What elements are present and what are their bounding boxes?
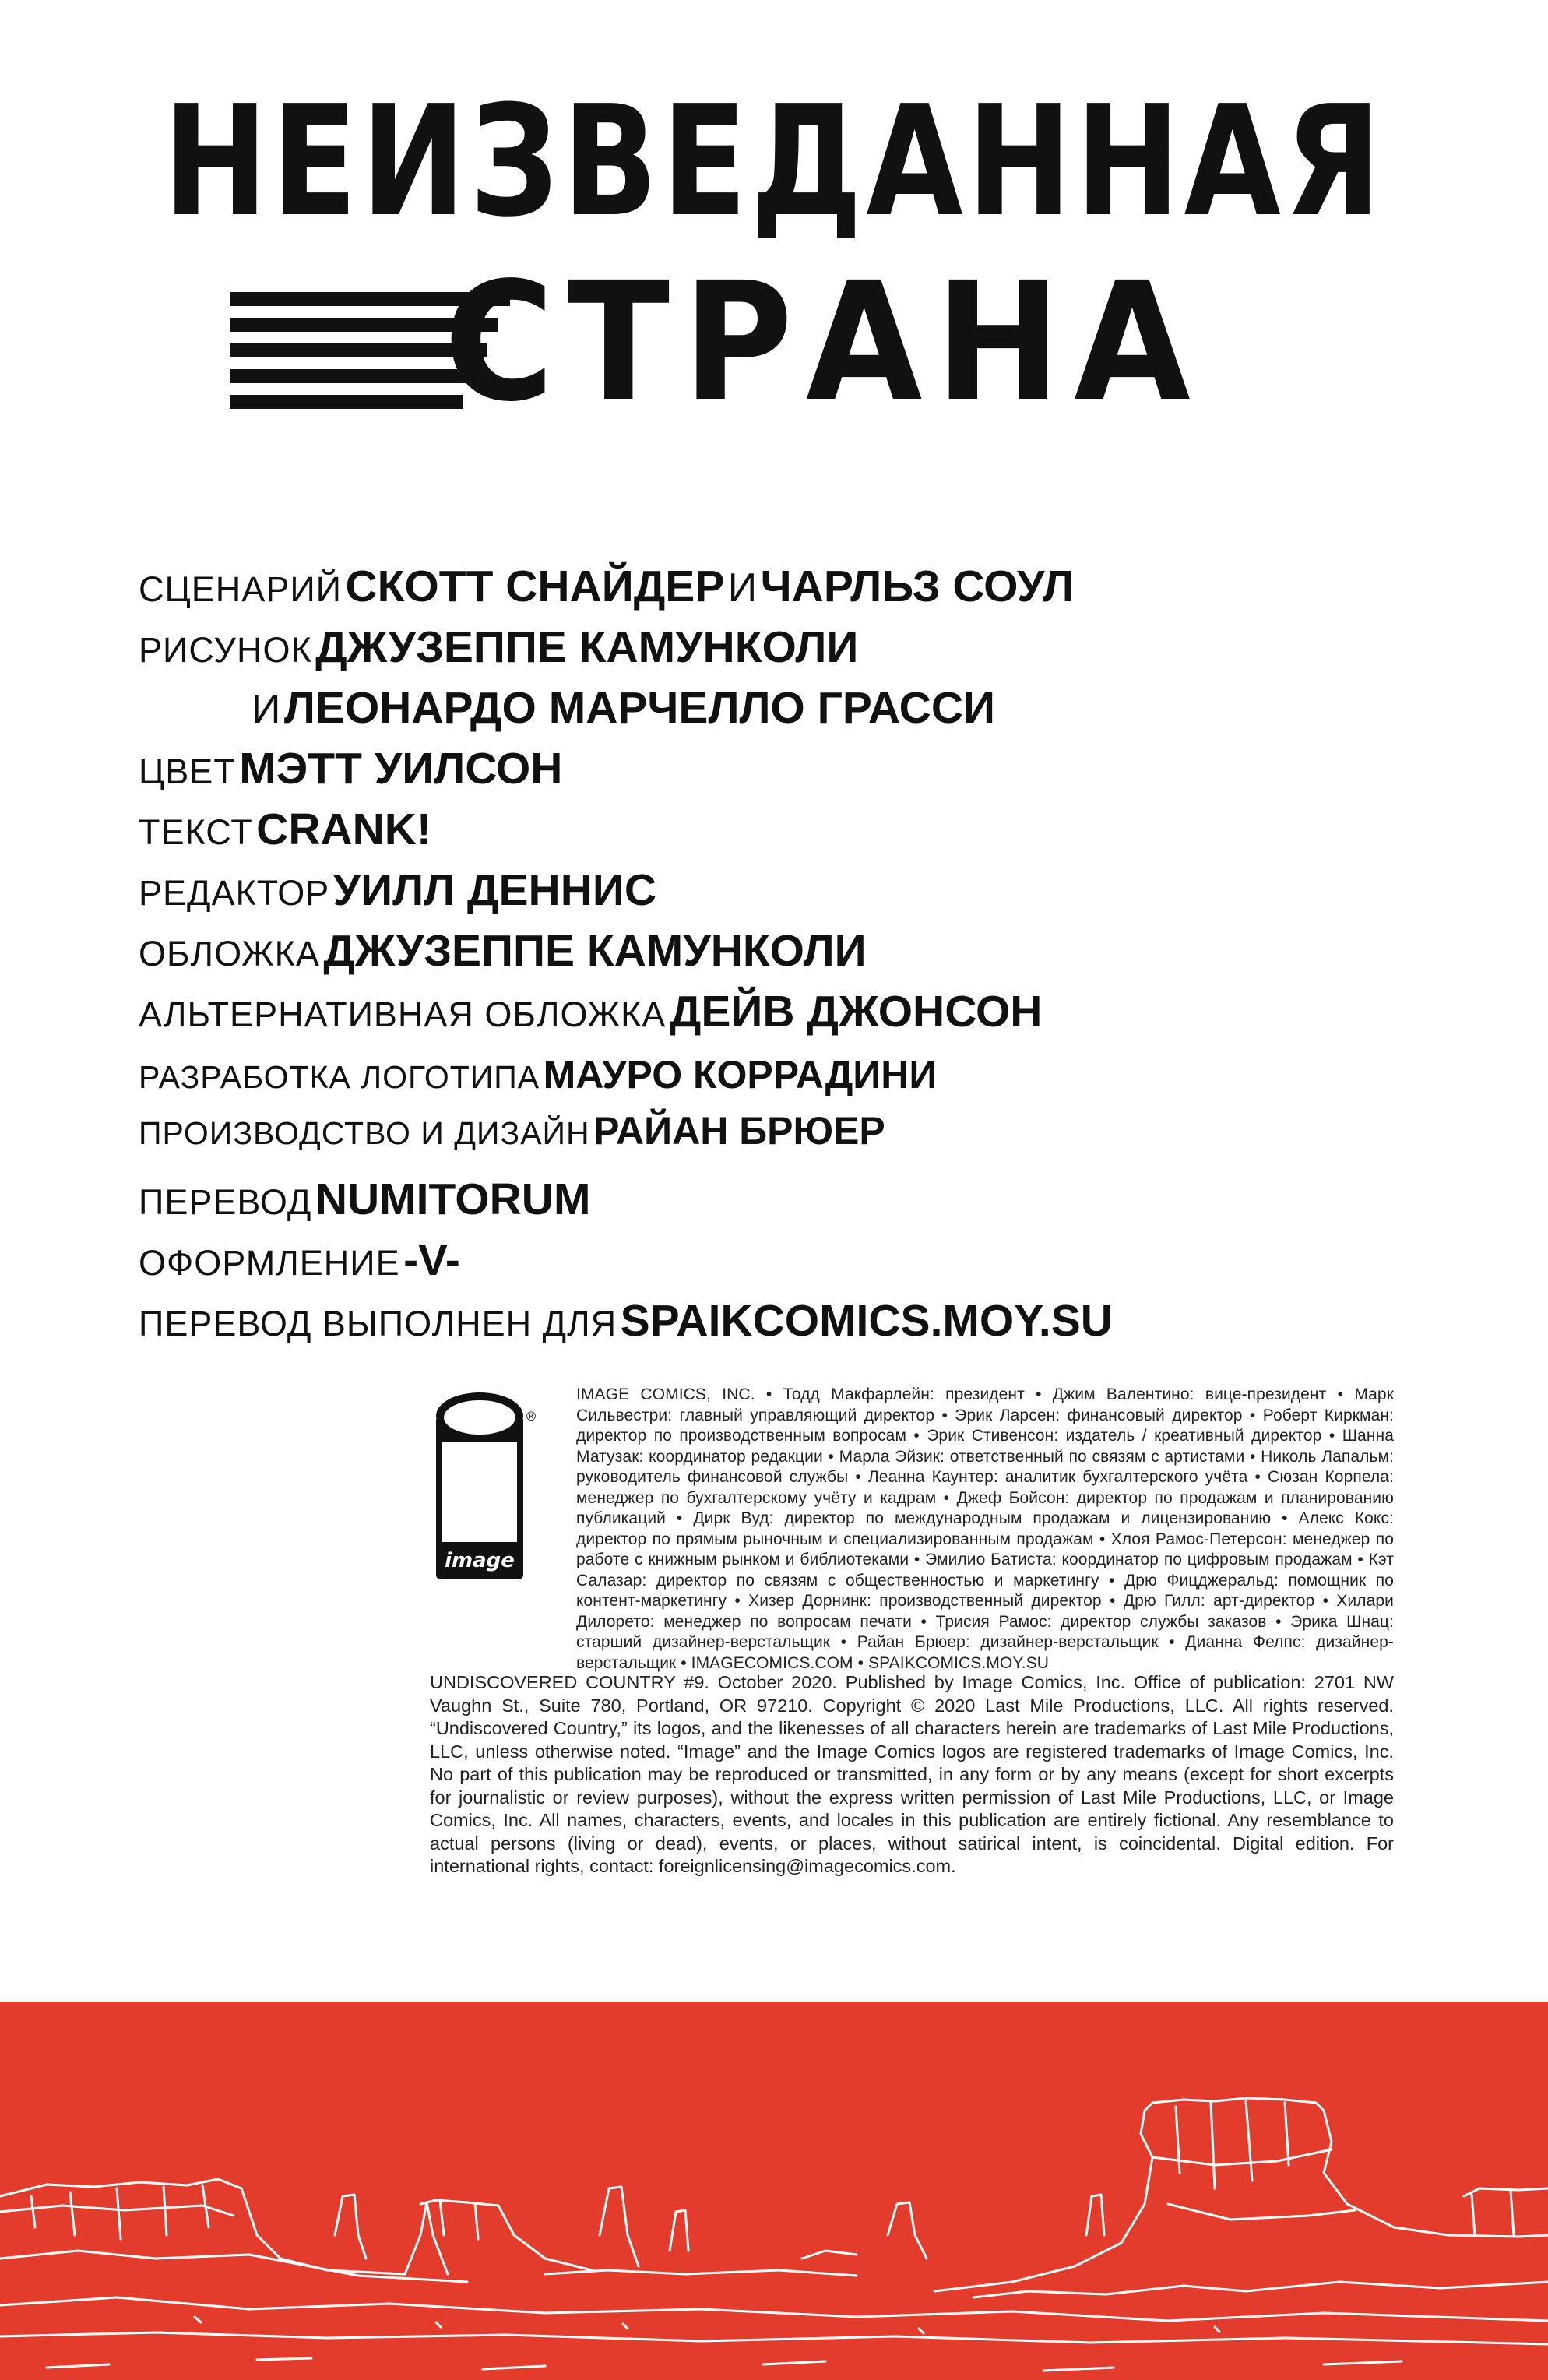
credit-translated-for: ПЕРЕВОД ВЫПОЛНЕН ДЛЯ SPAIKCOMICS.MOY.SU: [139, 1296, 1113, 1346]
title-line-1: НЕИЗВЕДАННАЯ: [163, 73, 1385, 251]
copyright-legal-text: UNDISCOVERED COUNTRY #9. October 2020. Published by Image Comics, Inc. Office of publication: 2701 NW Vaughn St., Suite 780, Portland, OR 97210. Copyright © 2020 Last Mile Productions, LLC. All rights reserved. “Undiscovered Country,” its logos, and the likenesses of all characters herein are trademarks of Last Mile Productions, LLC, unless otherwise noted. “Image” and the Image Comics logos are registered trademarks of Image Comics, Inc. No part of this publication may be reproduced or transmitted, in any form or by any means (except for short excerpts for journalistic or review purposes), without the express written permission of Last Mile Productions, LLC, or Image Comics, Inc. All names, characters, events, and locales in this publication are entirely fictional. Any resemblance to actual persons (living or dead), events, or places, without satirical intent, is coincidental. Digital edition. For international rights, contact: foreignlicensing@imagecomics.com.: [430, 1672, 1394, 1876]
staff-list-text: IMAGE COMICS, INC. • Тодд Макфарлейн: президент • Джим Валентино: вице-президент • Марк Сильвестри: главный управляющий директор • Эрик Ларсен: финансовый директор • Роберт Киркман: директор по производственным вопросам • Эрик Стивенсон: издатель / креативный директор • Шанна Матузак: координатор редакции • Марла Эйзик: ответственный по связям с артистами • Николь Лапальм: руководитель финансовой службы • Леанна Каунтер: аналитик бухгалтерского учёта • Сюзан Корпела: менеджер по бухгалтерскому учёту и кадрам • Джеф Бойсон: директор по продажам и планированию публикаций • Дирк Вуд: директор по международным продажам и лицензированию • Алекс Кокс: директор по прямым рыночным и специализированным продажам • Хлоя Рамос-Петерсон: менеджер по работе с книжным рынком и библиотеками • Эмилио Батиста: координатор по цифровым продажам • Кэт Салазар: директор по связям с общественностью и маркетингу • Дрю Фицджеральд: помощник по контент-маркетингу • Хизер Дорнинк: производственный директор • Дрю Гилл: арт-директор • Хилари Дилорето: менеджер по вопросам печати • Трисия Рамос: директор службы заказов • Эрика Шнац: старший дизайнер-верстальщик • Райан Брюер: дизайнер-верстальщик • Дианна Фелпс: дизайнер-верстальщик • IMAGECOMICS.COM • SPAIKCOMICS.MOY.SU: [576, 1385, 1394, 1672]
credit-letters: ТЕКСТ CRANK!: [139, 804, 431, 854]
credit-variant-cover: АЛЬТЕРНАТИВНАЯ ОБЛОЖКА ДЕЙВ ДЖОНСОН: [139, 987, 1043, 1037]
title-line-2: СТРАНА: [444, 247, 1204, 438]
mesa-landscape-illustration: [0, 2002, 1548, 2380]
landscape-red-band: [0, 2002, 1548, 2380]
credit-production: ПРОИЗВОДСТВО И ДИЗАЙН РАЙАН БРЮЕР: [139, 1109, 885, 1153]
credit-editor: РЕДАКТОР УИЛЛ ДЕННИС: [139, 865, 657, 915]
credit-artist-2: И ЛЕОНАРДО МАРЧЕЛЛО ГРАССИ: [252, 683, 995, 733]
credit-logo-design: РАЗРАБОТКА ЛОГОТИПА МАУРО КОРРАДИНИ: [139, 1053, 938, 1097]
credit-writers: СЦЕНАРИЙ СКОТТ СНАЙДЕР И ЧАРЛЬЗ СОУЛ: [139, 562, 1075, 611]
image-logo-wordmark: image: [445, 1549, 515, 1572]
title-logo-row: [210, 247, 1363, 440]
credit-design: ОФОРМЛЕНИЕ -V-: [139, 1235, 460, 1285]
image-comics-logo: [430, 1386, 539, 1589]
credit-colors: ЦВЕТ МЭТТ УИЛСОН: [139, 744, 563, 794]
registered-mark: ®: [525, 1409, 537, 1424]
credit-artist: РИСУНОК ДЖУЗЕППЕ КАМУНКОЛИ: [139, 622, 859, 672]
stars-overlay-icon: [1211, 284, 1382, 440]
credit-translation: ПЕРЕВОД NUMITORUM: [139, 1174, 591, 1224]
credit-cover: ОБЛОЖКА ДЖУЗЕППЕ КАМУНКОЛИ: [139, 926, 867, 976]
